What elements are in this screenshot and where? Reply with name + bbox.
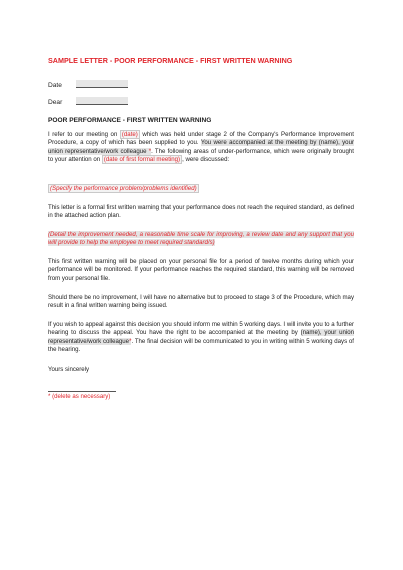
- signature-line: [48, 391, 116, 392]
- paragraph-meeting-reference: [48, 131, 354, 165]
- accompanied-by-highlight: You were accompanied at the meeting by (name), your union representative/work colleague: [48, 139, 354, 155]
- p7-text-1: If you wish to appeal against this decision you should inform me within 5 working days. I will invite you to a further hearing to discuss the appeal. You have the right to be accompanied at the meeting by: [48, 321, 354, 337]
- date-input-line[interactable]: [76, 80, 128, 88]
- p1-text-2: which was held under stage 2 of the Company's Performance Improvement Procedure, a copy of which has been supplied to you.: [48, 131, 354, 147]
- delete-marker-star: *: [146, 147, 152, 155]
- delete-as-necessary-note: * (delete as necessary): [48, 393, 111, 400]
- dear-field-row: [48, 97, 128, 106]
- date-label: Date: [48, 82, 62, 89]
- date-field-row: [48, 80, 128, 89]
- letter-subject: POOR PERFORMANCE - FIRST WRITTEN WARNING: [48, 117, 212, 124]
- sample-letter-title: SAMPLE LETTER - POOR PERFORMANCE - FIRST WRITTEN WARNING: [48, 56, 293, 65]
- paragraph-warning-on-file: This first written warning will be placed on your personal file for a period of twelve months during which your performance will be monitored. If your performance reaches the required standard, this warning will be removed from your personal file.: [48, 258, 354, 282]
- paragraph-formal-warning: This letter is a formal first written warning that your performance does not reach the required standard, as defined in the attached action plan.: [48, 204, 354, 220]
- p1-text-4: , were discussed:: [182, 156, 230, 164]
- paragraph-appeal: [48, 321, 354, 355]
- paragraph-improvement-needed: [48, 231, 354, 248]
- paragraph-no-improvement: Should there be no improvement, I will have no alternative but to proceed to stage 3 of the Procedure, which may result in a final written warning being issued.: [48, 294, 354, 310]
- paragraph-performance-problems: [48, 185, 354, 193]
- p1-text-3: . The following areas of under-performance, which were originally brought to your attention on: [48, 147, 354, 164]
- first-meeting-date-placeholder: (date of first formal meeting): [103, 156, 181, 164]
- meeting-date-placeholder: (date): [121, 131, 138, 138]
- closing-yours-sincerely: Yours sincerely: [48, 366, 90, 373]
- appeal-delete-marker-star: *: [129, 337, 132, 345]
- p7-text-2: . The final decision will be communicated to you in writing within 5 working days of the hearing.: [48, 337, 354, 354]
- improvement-details-placeholder: (Detail the improvement needed, a reasonable time scale for improving, a review date and any support that you will provide to help the employee to meet required standard/s): [48, 231, 354, 247]
- dear-label: Dear: [48, 99, 63, 106]
- performance-problems-placeholder: (Specify the performance problem/problems identified): [50, 185, 197, 192]
- appeal-accompanied-highlight: (name), your union representative/work colleague: [48, 329, 354, 345]
- p1-text-1: I refer to our meeting on: [48, 131, 120, 138]
- dear-input-line[interactable]: [76, 97, 128, 105]
